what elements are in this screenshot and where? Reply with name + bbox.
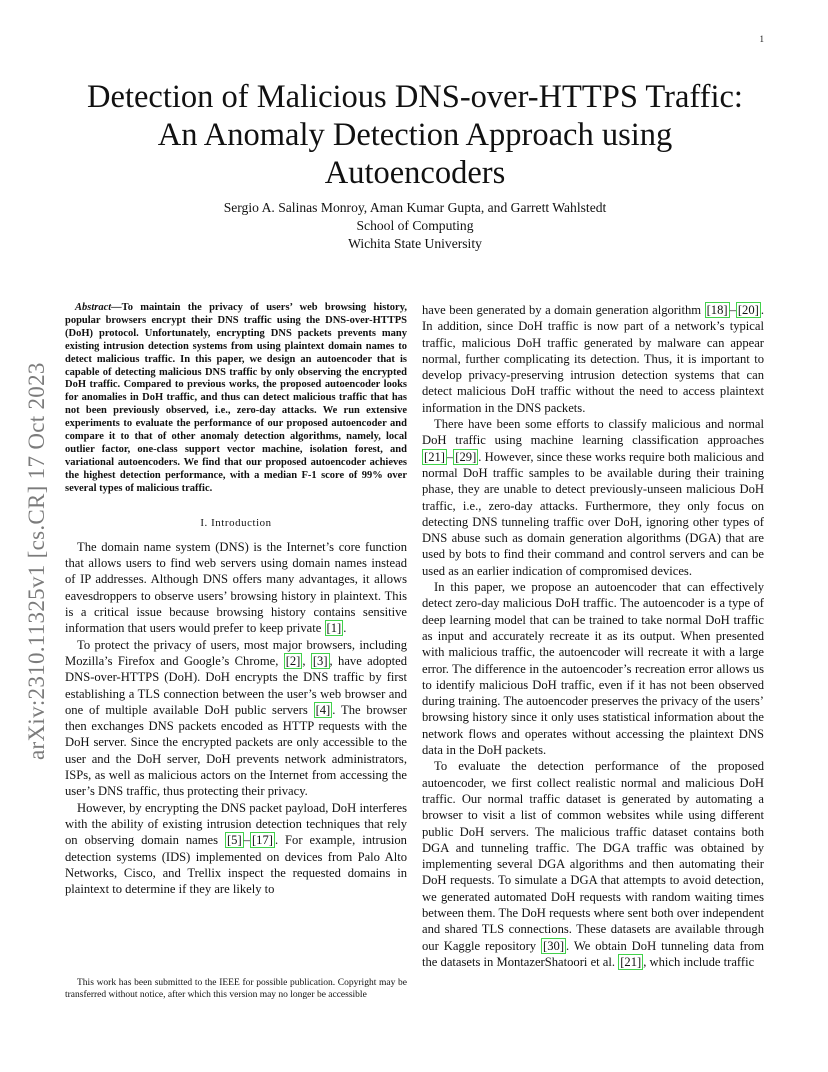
citation-link[interactable]: [21] [620, 954, 642, 969]
paragraph-text: – [243, 833, 250, 848]
title-line: Detection of Malicious DNS-over-HTTPS Traffic: [87, 79, 743, 115]
citation-link[interactable]: [18] [706, 303, 728, 317]
title-line: An Anomaly Detection Approach using [157, 117, 673, 153]
page-number: 1 [759, 34, 764, 44]
body-paragraph [65, 637, 407, 800]
citation-link[interactable]: [29] [455, 449, 477, 464]
right-column [422, 302, 764, 970]
abstract [65, 302, 407, 496]
left-column-body [65, 539, 407, 898]
paragraph-text: In this paper, we propose an autoencoder that can effectively detect zero-day malicious DoH traffic. The autoencoder is a type of deep learning model that can be trained to take normal DoH traffic as input and accurately recreate it as its output. When presented with malicious traffic, the autoencoder will recreate it with a large error. The difference in the autoencoder’s recreation error allows us to identify malicious DoH traffic, even if it has not been observed during training. The autoencoder preserves the privacy of the users’ browsing history since it only uses statistical information about the network flows and operates without accessing the plaintext DNS data in the DoH packets. [422, 580, 764, 758]
paragraph-text: – [729, 303, 736, 317]
citation-link[interactable]: [17] [251, 833, 273, 848]
paper-title [70, 78, 760, 192]
paragraph-text: have been generated by a domain generation algorithm [422, 303, 705, 317]
author-institution: Wichita State University [348, 236, 482, 251]
paragraph-text: . However, since these works require both malicious and normal DoH traffic samples to be available during their training phase, they are unable to detect previously-unseen malicious DoH traffic, i.e., zero-day attacks. Furthermore, they only focus on detecting DNS tunneling traffic over DoH, ignoring other types of DNS abuse such as domain generation algorithms (DGA) that are used by bots to find their command and control servers and can be used as an earlier indication of compromised devices. [422, 449, 764, 578]
paragraph-text: The domain name system (DNS) is the Internet’s core function that allows users to find web servers using domain names instead of IP addresses. Although DNS offers many advantages, it allows eavesdroppers to observe users’ browsing history in plaintext. This is a critical issue because browsing history contains sensitive information that users would prefer to keep private [65, 539, 407, 636]
paragraph-text: , which include traffic [643, 954, 755, 969]
paragraph-text: To evaluate the detection performance of the proposed autoencoder, we first collect realistic normal and malicious DoH traffic. Our normal traffic dataset is generated by automating a browser to visit a list of common websites while using different public DoH servers. The malicious traffic dataset contains both DGA and tunneling traffic. The DGA traffic was obtained by implementing several DGA algorithms and then automating their DoH requests. To simulate a DGA that attempts to avoid detection, we generated automated DoH requests with random waiting times between them. The DoH requests where sent both over independent and shared TLS connections. These datasets are available through our Kaggle repository [422, 759, 764, 953]
body-paragraph [422, 302, 764, 416]
citation-link[interactable]: [2] [285, 653, 301, 668]
citation-link[interactable]: [20] [737, 303, 759, 317]
right-column-body [422, 302, 764, 970]
paragraph-text: . The browser then exchanges DNS packets encoded as HTTP requests with the DoH server. Since the encrypted packets are only accessible to the user and the DoH server, DoH prevents network administrators, ISPs, as well as malicious actors on the Internet from accessing the user’s DNS traffic, thus protecting their privacy. [65, 702, 407, 799]
citation-link[interactable]: [4] [315, 702, 331, 717]
paragraph-text: – [446, 449, 454, 464]
citation-link[interactable]: [21] [424, 449, 445, 464]
footnote: This work has been submitted to the IEEE for possible publication. Copyright may be transferred without notice, after which this version may no longer be accessible [65, 978, 407, 1000]
body-paragraph [422, 416, 764, 579]
paragraph-text: , have adopted DNS-over-HTTPS (DoH). DoH encrypts the DNS traffic by first establishing a TLS connection between the user’s web browser and one of multiple available DoH public servers [65, 653, 407, 717]
body-paragraph [65, 800, 407, 898]
section-heading-introduction: I. Introduction [200, 516, 272, 529]
citation-link[interactable]: [3] [312, 653, 328, 668]
paragraph-text: There have been some efforts to classify malicious and normal DoH traffic using machine learning classification approaches [422, 417, 764, 448]
paragraph-text: . We obtain DoH tunneling data from the datasets in MontazerShatoori et al. [422, 938, 764, 969]
paragraph-text: To protect the privacy of users, most major browsers, including Mozilla’s Firefox and Google’s Chrome, [65, 637, 407, 668]
author-names: Sergio A. Salinas Monroy, Aman Kumar Gupta, and Garrett Wahlstedt [223, 200, 607, 215]
paragraph-text: . [343, 621, 347, 636]
body-paragraph [422, 579, 764, 758]
paragraph-text: . In addition, since DoH traffic is now part of a network’s typical traffic, malicious DoH traffic generated by malware can appear normal, further complicating its detection. Thus, it is important to develop privacy-preserving intrusion detection systems that can detect malicious DoH traffic without the need to access plaintext information in the DNS packets. [422, 303, 764, 415]
author-block [100, 199, 730, 253]
title-line: Autoencoders [324, 155, 506, 191]
arxiv-identifier-stamp: arXiv:2310.11325v1 [cs.CR] 17 Oct 2023 [24, 362, 49, 760]
citation-link[interactable]: [30] [543, 938, 565, 953]
paragraph-text: However, by encrypting the DNS packet payload, DoH interferes with the ability of existing intrusion detection techniques that rely on observing domain names [65, 800, 407, 848]
author-department: School of Computing [356, 218, 474, 233]
abstract-text: —To maintain the privacy of users’ web browsing history, popular browsers encrypt their DNS traffic using the DNS-over-HTTPS (DoH) protocol. Unfortunately, encrypting DNS packets prevents many existing intrusion detection systems from using plaintext domain names to detect malicious traffic. In this paper, we design an autoencoder that is capable of detecting malicious DNS traffic by only observing the encrypted DoH traffic. Compared to previous works, the proposed autoencoder looks for anomalies in DoH traffic, and thus can detect malicious traffic that has not been previously observed, i.e., zero-day attacks. We run extensive experiments to evaluate the performance of our proposed autoencoder and compare it to that of other anomaly detection algorithms, namely, local outlier factor, one-class support vector machine, isolation forest, and variational autoencoders. We find that our proposed autoencoder achieves the highest detection performance, with a median F-1 score of 99% over several types of malicious traffic. [65, 302, 407, 494]
body-paragraph [422, 758, 764, 970]
paragraph-text: . For example, intrusion detection systems (IDS) implemented on devices from Palo Alto Networks, Cisco, and Trellix inspect the requested domains in plaintext to determine if they are likely to [65, 833, 407, 897]
abstract-label: Abstract [75, 302, 112, 313]
citation-link[interactable]: [5] [226, 833, 242, 848]
body-paragraph [65, 539, 407, 637]
left-column [65, 302, 407, 897]
citation-link[interactable]: [1] [326, 621, 342, 636]
paragraph-text: , [302, 653, 311, 668]
